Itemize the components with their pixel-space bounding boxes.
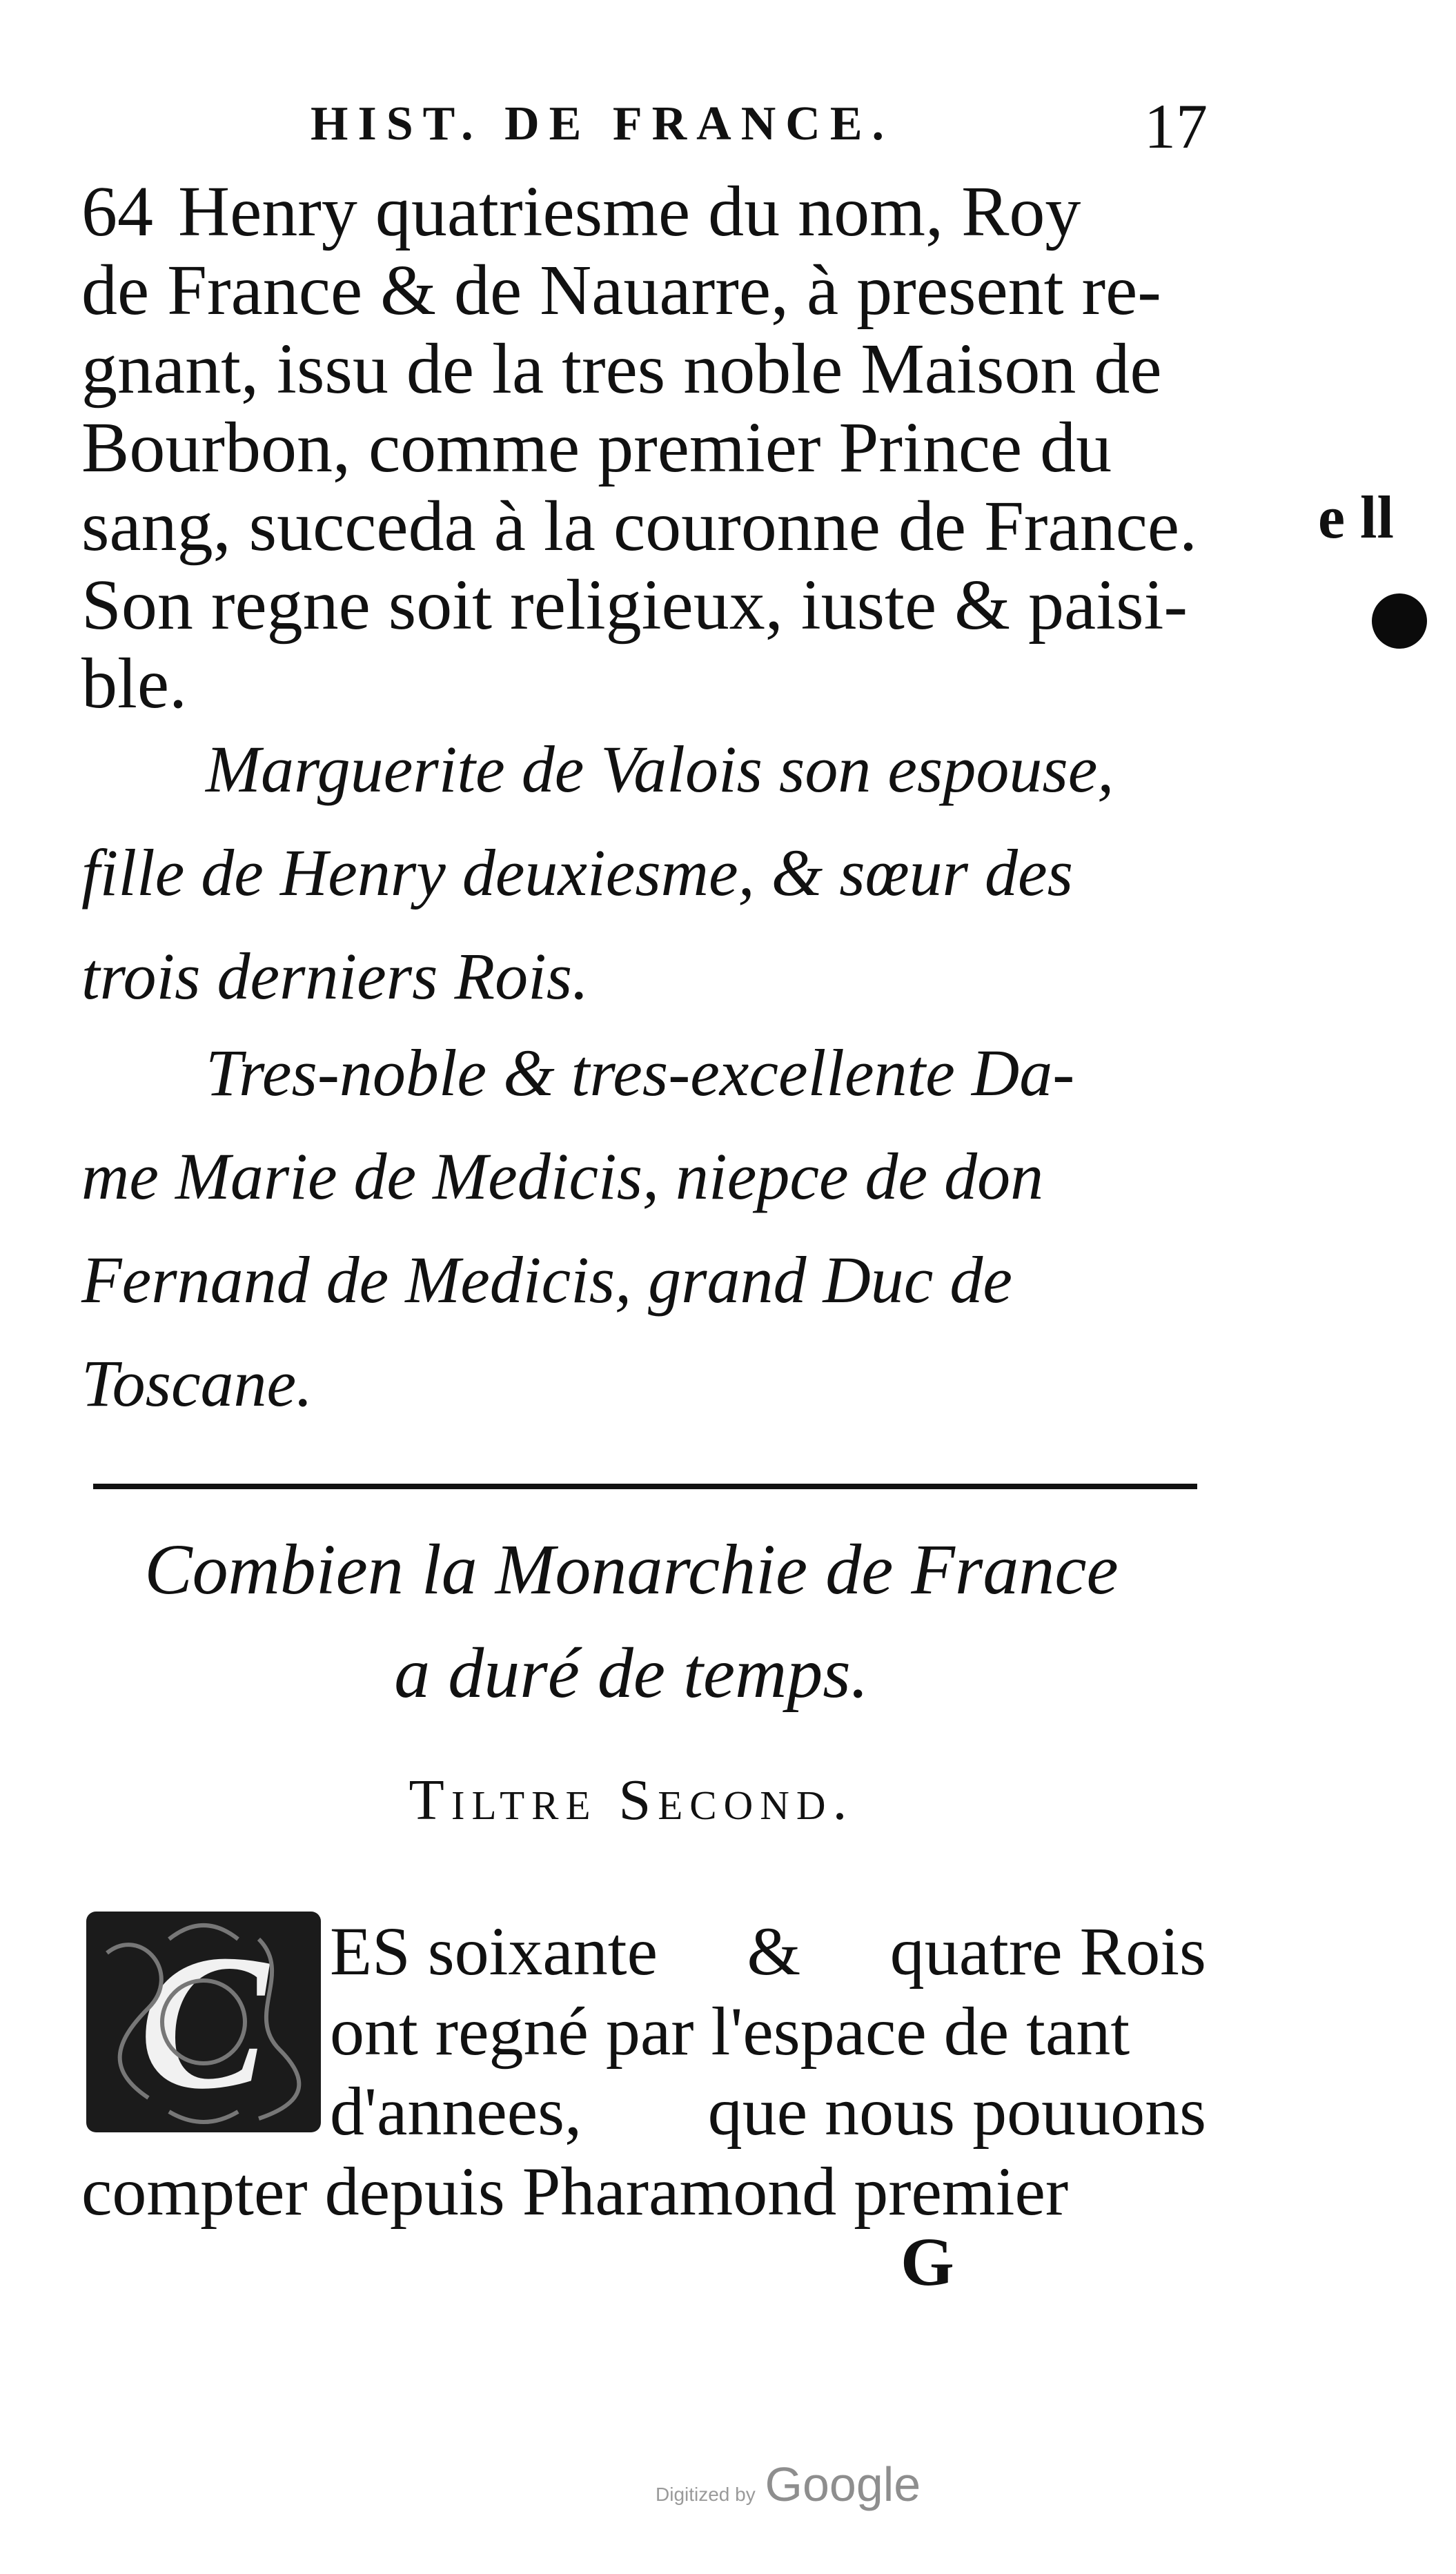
entry-number: 64: [81, 172, 153, 251]
final-line-2: [330, 1992, 1206, 2072]
ornamental-drop-cap: [86, 1912, 321, 2132]
italic-line: trois derniers Rois.: [81, 939, 589, 1013]
entry-paragraph: [81, 173, 1206, 723]
horizontal-rule: [93, 1484, 1197, 1489]
final-line-4: [81, 2152, 1206, 2232]
final-line-3: [330, 2072, 1206, 2152]
entry-line-1: [81, 173, 1206, 251]
italic-line: fille de Henry deuxiesme, & sœur des: [81, 836, 1073, 910]
final-line-4-text: compter depuis Pharamond premier: [81, 2153, 1069, 2230]
drop-cap-letter: C: [139, 1914, 268, 2129]
entry-line-4: Bourbon, comme premier Prince du: [81, 408, 1112, 487]
watermark-prefix: Digitized by: [656, 2484, 756, 2505]
italic-paragraph-consort: [81, 718, 1206, 1028]
final-line-1-part-3: quatre Rois: [889, 1913, 1206, 1990]
watermark-brand: Google: [765, 2457, 921, 2511]
digitized-watermark: [656, 2457, 921, 2512]
section-heading-line-2: a duré de temps.: [394, 1633, 869, 1713]
entry-line-2: de France & de Nauarre, à present re-: [81, 250, 1161, 330]
final-line-2-text: ont regné par l'espace de tant: [330, 1993, 1130, 2070]
italic-paragraph-queen: [81, 1021, 1206, 1435]
entry-line-1-text: Henry quatriesme du nom, Roy: [178, 172, 1081, 251]
signature-mark: G: [901, 2223, 954, 2300]
running-title: HIST. DE FRANCE.: [311, 97, 894, 150]
final-line-3-part-1: d'annees,: [330, 2073, 582, 2150]
section-subtitle: Tiltre Second.: [409, 1768, 854, 1832]
margin-mark-text: e ll: [1318, 484, 1394, 551]
entry-line-5: sang, succeda à la couronne de France.: [81, 487, 1198, 566]
italic-line: me Marie de Medicis, niepce de don: [81, 1139, 1044, 1213]
entry-line-3: gnant, issu de la tres noble Maison de: [81, 329, 1162, 409]
ink-blot: [1372, 593, 1427, 649]
section-heading-line-1: Combien la Monarchie de France: [144, 1530, 1119, 1609]
page-number: 17: [1144, 91, 1208, 161]
entry-line-6: Son regne soit religieux, iuste & paisi-: [81, 565, 1188, 645]
page-header: [290, 90, 1208, 166]
italic-line: Tres-noble & tres-excellente Da-: [206, 1036, 1075, 1110]
italic-line: Fernand de Medicis, grand Duc de: [81, 1243, 1013, 1317]
section-heading: [131, 1518, 1132, 1725]
margin-marks: [1318, 483, 1428, 649]
italic-line: Toscane.: [81, 1346, 313, 1420]
italic-line: Marguerite de Valois son espouse,: [206, 732, 1114, 806]
entry-line-7: ble.: [81, 644, 188, 723]
final-line-1-part-2: &: [747, 1913, 801, 1990]
final-line-1: [330, 1912, 1206, 1992]
drop-cap-ornament-icon: [86, 1912, 321, 2132]
final-line-1-part-1: ES soixante: [330, 1913, 658, 1990]
final-line-3-part-2: que nous pouuons: [707, 2073, 1206, 2150]
